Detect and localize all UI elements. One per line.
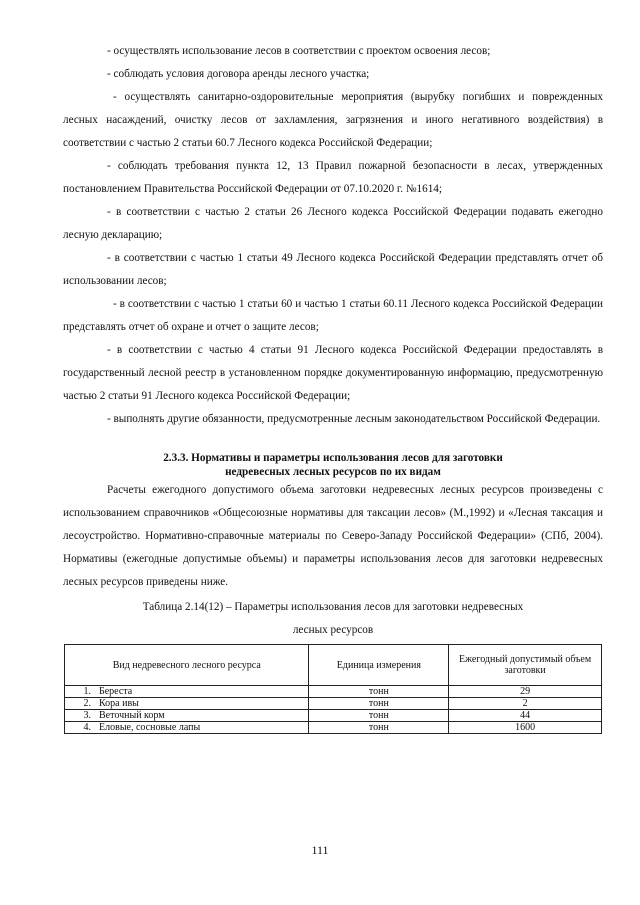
row-number: 1. — [83, 686, 91, 697]
paragraph-lease-terms: - соблюдать условия договора аренды лесного участка; — [107, 68, 370, 80]
table-row — [65, 698, 602, 710]
paragraph-fire-safety: - соблюдать требования пункта 12, 13 Правил пожарной безопасности в лесах, утвержденных постановлением Правительства Российской Федерации от 07.10.2020 г. №1614; — [63, 160, 603, 195]
paragraph-other-duties: - выполнять другие обязанности, предусмотренные лесным законодательством Российской Федерации. — [107, 413, 601, 425]
resource-name: Кора ивы — [99, 698, 139, 709]
resource-name: Береста — [99, 686, 133, 697]
resource-cell — [65, 698, 309, 710]
paragraph-forest-use: - осуществлять использование лесов в соответствии с проектом освоения лесов; — [107, 45, 491, 57]
volume-cell: 1600 — [449, 722, 602, 734]
paragraph-forest-registry: - в соответствии с частью 4 статьи 91 Лесного кодекса Российской Федерации предоставлять в государственный лесной реестр в установленном порядке документированную информацию, предусмотренную частью 2 статьи 91 Лесного кодекса Российской Федерации; — [63, 344, 603, 402]
paragraph-usage-report: - в соответствии с частью 1 статьи 49 Лесного кодекса Российской Федерации представлять отчет об использовании лесов; — [63, 252, 603, 287]
resource-cell — [65, 722, 309, 734]
section-heading-line2: недревесных лесных ресурсов по их видам — [225, 466, 441, 478]
row-number: 3. — [83, 710, 91, 721]
table-row — [65, 686, 602, 698]
header-unit: Единица измерения — [309, 645, 449, 686]
resource-name: Веточный корм — [99, 710, 165, 721]
unit-cell: тонн — [309, 698, 449, 710]
table-row — [65, 710, 602, 722]
volume-cell: 2 — [449, 698, 602, 710]
paragraph-protection-report: - в соответствии с частью 1 статьи 60 и частью 1 статьи 60.11 Лесного кодекса Российской Федерации представлять отчет об охране и отчет о защите лесов; — [63, 298, 603, 333]
resource-cell — [65, 686, 309, 698]
table-header-row — [65, 645, 602, 686]
page-number: 111 — [311, 843, 329, 857]
volume-cell: 29 — [449, 686, 602, 698]
section-body: Расчеты ежегодного допустимого объема заготовки недревесных лесных ресурсов произведены с использованием справочников «Общесоюзные нормативы для таксации лесов» (М.,1992) и «Лесная таксация и лесоустройство. Нормативно-справочные материалы по Северо-Западу Российской Федерации» (СПб, 2004). Нормативы (ежегодные допустимые объемы) и параметры использования лесов для заготовки недревесных лесных ресурсов приведены ниже. — [63, 484, 603, 588]
paragraph-sanitary-measures: - осуществлять санитарно-оздоровительные мероприятия (вырубку погибших и поврежденных лесных насаждений, очистку лесов от захламления, загрязнения и иного негативного воздействия) в соответствии с частью 2 статьи 60.7 Лесного кодекса Российской Федерации; — [63, 91, 603, 149]
unit-cell: тонн — [309, 686, 449, 698]
resource-cell — [65, 710, 309, 722]
table-caption — [63, 596, 603, 642]
unit-cell: тонн — [309, 710, 449, 722]
resource-name: Еловые, сосновые лапы — [99, 722, 201, 733]
paragraph-forest-declaration: - в соответствии с частью 2 статьи 26 Лесного кодекса Российской Федерации подавать ежегодно лесную декларацию; — [63, 206, 603, 241]
row-number: 2. — [83, 698, 91, 709]
document-page — [63, 40, 603, 734]
unit-cell: тонн — [309, 722, 449, 734]
section-heading — [63, 451, 603, 479]
table-row — [65, 722, 602, 734]
header-annual-volume: Ежегодный допустимый объем заготовки — [449, 645, 602, 686]
row-number: 4. — [83, 722, 91, 733]
table-caption-line1: Таблица 2.14(12) – Параметры использования лесов для заготовки недревесных — [142, 601, 524, 613]
header-resource-type: Вид недревесного лесного ресурса — [65, 645, 309, 686]
volume-cell: 44 — [449, 710, 602, 722]
table-caption-line2: лесных ресурсов — [292, 624, 374, 636]
parameters-table — [64, 644, 602, 734]
section-heading-line1: 2.3.3. Нормативы и параметры использования лесов для заготовки — [163, 452, 503, 464]
